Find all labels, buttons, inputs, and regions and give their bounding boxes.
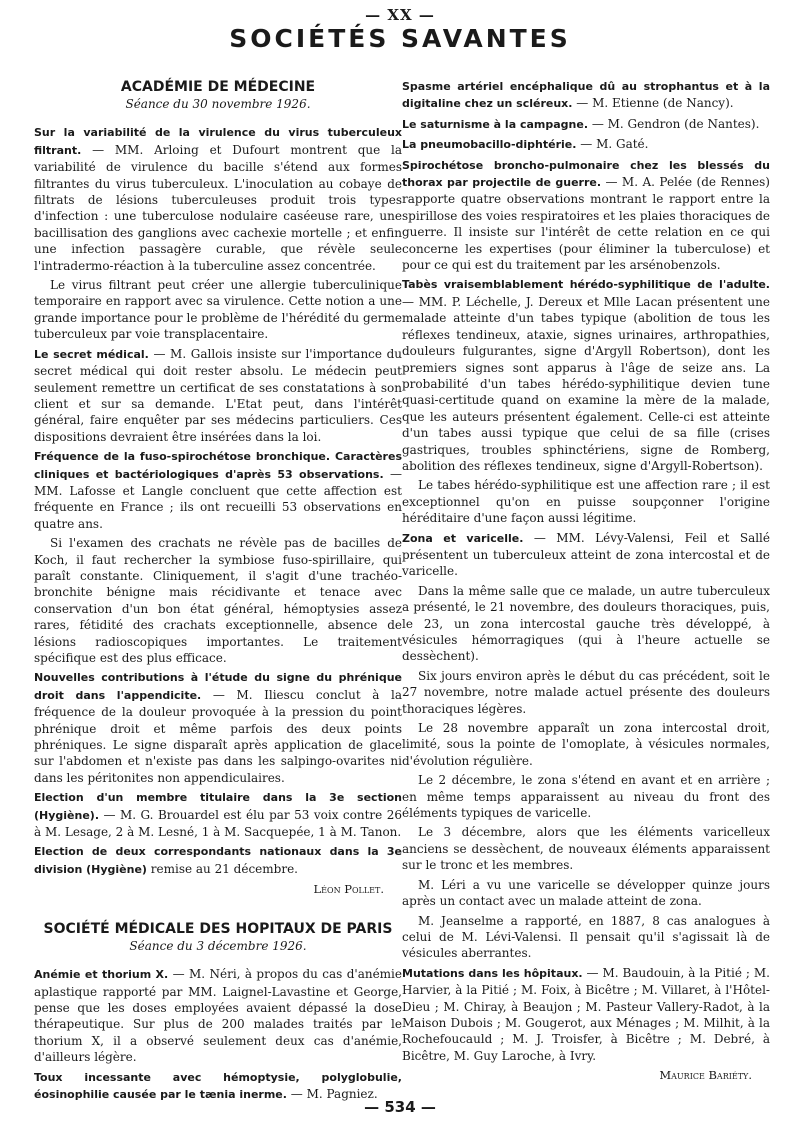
paragraph-text: — M. Gendron (de Nantes). [588,116,760,131]
paragraph [34,277,402,343]
academie-items [34,124,402,878]
right-column [402,78,770,1094]
paragraph-text: — M. Gaté. [576,137,649,152]
paragraph-heading: Zona et varicelle. [402,531,524,545]
paragraph-text: Le tabes hérédo-syphilitique est une affection rare ; il est exceptionnel qu'on en puisse soupçonner l'origine héréditaire d'une façon aussi légitime. [402,478,770,526]
academie-date: Séance du 30 novembre 1926. [125,97,311,111]
paragraph-heading: Fréquence de la fuso-spirochétose bronchique. Caractères cliniques et bactériologiques d'après 53 observations. [34,450,402,481]
paragraph-text: — MM. Arloing et Dufourt montrent que la variabilité de virulence du bacille s'étend aux formes filtrantes du virus tuberculeux. L'inoculation au cobaye de filtrats de lésions tuberculeuses produit trois types d'infection : une tuberculose nodulaire caséeuse rare, une bacillisation des ganglions avec cachexie mortelle ; et enfin une infection passagère curable, que révèle seule l'intradermo-réaction à la tuberculine assez concentrée. [34,142,402,273]
paragraph [34,669,402,786]
paragraph [34,448,402,532]
paragraph-text: remise au 21 décembre. [146,861,298,876]
paragraph [402,78,770,113]
paragraph-text: — MM. Lévy-Valensi, Feil et Sallé présentent un tuberculeux atteint de zona intercostal et de varicelle. [402,530,770,579]
paragraph-text: Si l'examen des crachats ne révèle pas de bacilles de Koch, il faut rechercher la symbiose fuso-spirillaire, qui paraît constante. Cliniquement, il s'agit d'une trachéo-bronchite bénigne mais récidivante et tenace avec conservation d'un bon état général, hémoptysies assez rares, fétidité des crachats exceptionnelle, absence de lésions radioscopiques importantes. Le traitement spécifique est des plus efficace. [34,536,402,665]
paragraph [34,843,402,878]
paragraph-heading: Le secret médical. [34,347,149,361]
paragraph-heading: La pneumobacillo-diphtérie. [402,138,577,152]
paragraph [402,276,770,474]
paragraph [34,124,402,274]
academie-signature: Léon Pollet. [313,882,384,897]
paragraph-text: Dans la même salle que ce malade, un autre tuberculeux a présenté, le 21 novembre, des douleurs thoraciques, puis, le 23, un zona intercostal gauche très développé, à vésicules hémorragiques (qui à l'heure actuelle se dessèchent). [402,583,770,664]
paragraph [402,877,770,910]
paragraph-text: — M. Pagniez. [286,1086,378,1101]
paragraph-heading: Spirochétose broncho-pulmonaire chez les blessés du thorax par projectile de guerre. [402,158,770,190]
paragraph [34,789,402,840]
paragraph-text: Le 28 novembre apparaît un zona intercostal droit, limité, sous la pointe de l'omoplate, à vésicules normales, d'évolution régulière. [402,721,770,768]
paragraph-heading: Election de deux correspondants nationaux dans la 3e division (Hygiène) [34,845,402,876]
societe-date: Séance du 3 décembre 1926. [129,938,307,953]
paragraph-text: Le 2 décembre, le zona s'étend en avant et en arrière ; en même temps apparaissent au niveau du front des éléments typiques de varicelle. [402,773,770,821]
paragraph-heading: Sur la variabilité de la virulence du virus tuberculeux filtrant. [34,126,402,157]
paragraph-heading: Le saturnisme à la campagne. [402,117,589,131]
paragraph-heading: Spasme artériel encéphalique dû au strophantus et à la digitaline chez un scléreux. [402,80,770,111]
paragraph [402,913,770,962]
paragraph [402,824,770,873]
paragraph-text: Six jours environ après le début du cas précédent, soit le 27 novembre, notre malade actuel présente des douleurs thoraciques légères. [402,668,770,716]
paragraph-heading: Toux incessante avec hémoptysie, polyglobulie, éosinophilie causée par le tænia inerme. [34,1070,402,1101]
left-column [34,78,402,1106]
right-signature: Maurice Bariéty. [659,1068,752,1083]
paragraph [34,966,402,1065]
paragraph-heading: Anémie et thorium X. [34,968,169,982]
paragraph-text: — MM. P. Léchelle, J. Dereux et Mlle Lacan présentent une malade atteinte d'un tabes typique (abolition de tous les réflexes tendineux, ataxie, signes urinaires, arthropathies, douleurs fulgurantes, signe d'Argyll Robertson), dont les premiers signes sont apparus à l'âge de seize ans. La probabilité d'un tabes hérédo-syphilitique devien tune quasi-certitude quand on examine la mère de la malade, que les auteurs présentent également. Celle-ci est atteinte d'un tabes aussi typique que celui de sa fille (crises gastriques, troubles sphinctériens, signe de Romberg, abolition des réflexes tendineux, signe d'Argyll-Robertson). [402,294,770,473]
paragraph [34,535,402,666]
paragraph [402,720,770,769]
paragraph-text: — MM. Lafosse et Langle concluent que cette affection est fréquente en France ; ils ont recueilli 53 observations en quatre ans. [34,466,402,531]
paragraph-text: Le 3 décembre, alors que les éléments varicelleux anciens se dessèchent, de nouveaux éléments apparaissent sur le tronc et les membres. [402,825,770,873]
paragraph-text: M. Jeanselme a rapporté, en 1887, 8 cas analogues à celui de M. Lévi-Valensi. Il pensait qu'il s'agissait là de vésicules aberrantes. [402,913,770,961]
paragraph [402,116,770,133]
societe-title: SOCIÉTÉ MÉDICALE DES HOPITAUX DE PARIS [43,920,393,937]
paragraph [402,668,770,717]
paragraph-text: — M. Etienne (de Nancy). [572,96,734,111]
paragraph-heading: Election d'un membre titulaire dans la 3e section (Hygiène). [34,791,402,822]
paragraph [402,772,770,821]
paragraph-text: — M. Baudouin, à la Pitié ; M. Harvier, à la Pitié ; M. Foix, à Bicêtre ; M. Villaret, à l'Hôtel-Dieu ; M. Chiray, à Beaujon ; M. Pasteur Vallery-Radot, à la Maison Dubois ; M. Gougerot, aux Ménages ; M. Milhit, à la Rochefoucauld ; M. J. Troisfer, à Bicêtre ; M. Debré, à Bicêtre, M. Guy Laroche, à Ivry. [402,965,770,1063]
paragraph [402,530,770,580]
paragraph [402,965,770,1064]
paragraph-text: — M. Gallois insiste sur l'importance du secret médical qui doit rester absolu. Le médecin peut seulement remettre un certificat de ses constatations à son client et sur sa demande. L'Etat peut, dans l'intérêt général, faire enquêter par ses médecins particuliers. Ces dispositions devraient être insérées dans la loi. [34,346,403,444]
right-items [402,78,770,1064]
paragraph-text: M. Léri a vu une varicelle se développer quinze jours après un contact avec un malade atteint de zona. [402,877,770,909]
paragraph [402,157,770,274]
page-number: — 534 — [364,1098,436,1116]
paragraph-heading: Tabès vraisemblablement hérédo-syphilitique de l'adulte. [402,278,770,292]
paragraph-text: Le virus filtrant peut créer une allergie tuberculinique temporaire en rapport avec sa virulence. Cette notion a une grande importance pour le problème de l'hérédité du germe tuberculeux par voie transplacentaire. [34,278,402,342]
paragraph-text: — M. Iliescu conclut à la fréquence de la douleur provoquée à la pression du point phrénique droit et même parfois des deux points phréniques. Le signe disparaît après application de glace sur l'abdomen et n'existe pas dans les salpingo-ovarites ni dans les péritonites non appendiculaires. [34,687,402,785]
paragraph [34,346,402,445]
paragraph-text: — M. A. Pelée (de Rennes) rapporte quatre observations montrant le rapport entre la spirillose des voies respiratoires et les plaies thoraciques de guerre. Il insiste sur l'intérêt de cette relation en ce qui concerne les expertises (pour éliminer la tuberculose) et pour ce qui est du traitement par les arsénobenzols. [402,175,770,273]
paragraph-text: — M. G. Brouardel est élu par 53 voix contre 26 à M. Lesage, 2 à M. Lesné, 1 à M. Sacquepée, 1 à M. Tanon. [34,807,402,840]
academie-title: ACADÉMIE DE MÉDECINE [120,79,316,95]
paragraph [402,583,770,665]
paragraph-heading: Nouvelles contributions à l'étude du signe du phrénique droit dans l'appendicite. [34,671,402,702]
paragraph [402,136,770,153]
paragraph-text: — M. Néri, à propos du cas d'anémie aplastique rapporté par MM. Laignel-Lavastine et George, pense que les doses employées avaient dépassé la dose thérapeutique. Sur plus de 200 malades traités par le thorium X, il a observé seulement deux cas d'anémie, d'ailleurs légère. [34,967,402,1065]
paragraph [402,477,770,526]
paragraph-heading: Mutations dans les hôpitaux. [402,966,583,980]
societe-items [34,966,402,1103]
page-title: SOCIÉTÉS SAVANTES [229,24,571,53]
page-roman-numeral: — XX — [365,6,435,24]
